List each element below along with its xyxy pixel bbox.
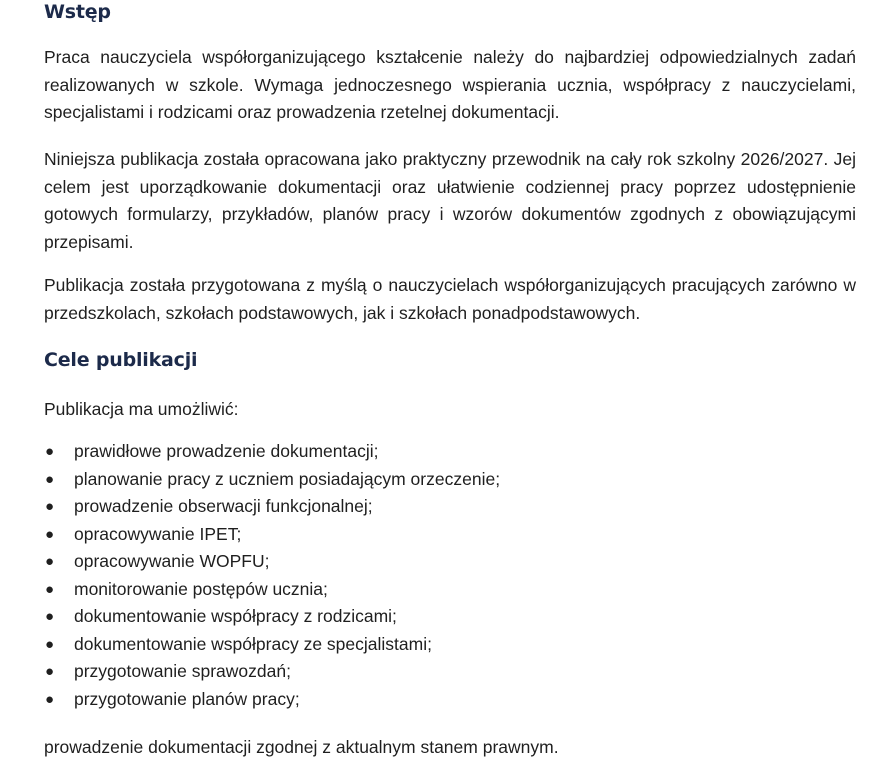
list-item <box>44 438 856 466</box>
list-item-text: przygotowanie sprawozdań; <box>74 661 291 681</box>
list-item <box>44 466 856 494</box>
list-item <box>44 576 856 604</box>
list-item-text: monitorowanie postępów ucznia; <box>74 578 328 599</box>
list-item <box>44 631 856 659</box>
list-item-text: prawidłowe prowadzenie dokumentacji; <box>74 441 379 461</box>
list-item-text: opracowywanie IPET; <box>74 523 242 544</box>
bullet-icon: ● <box>45 470 55 488</box>
list-item <box>44 548 856 576</box>
bullet-icon: ● <box>45 525 55 543</box>
intro-paragraph-2: Niniejsza publikacja została opracowana jako praktyczny przewodnik na cały rok szkolny 2026/2027. Jej celem jest uporządkowanie dokumentacji oraz ułatwienie codziennej pracy poprzez udostępnienie gotowych formularzy, przykładów, planów pracy i wzorów dokumentów zgodnych z obowiązującymi przepisami. <box>44 149 856 252</box>
list-item-text: prowadzenie obserwacji funkcjonalnej; <box>74 496 373 516</box>
goals-list <box>44 438 856 713</box>
bullet-icon: ● <box>45 443 55 460</box>
bullet-icon: ● <box>45 663 55 680</box>
bullet-icon: ● <box>45 553 55 570</box>
list-item <box>44 603 856 631</box>
list-item-text: dokumentowanie współpracy ze specjalistami; <box>74 633 432 654</box>
bullet-icon: ● <box>45 635 55 653</box>
list-item-text: planowanie pracy z uczniem posiadającym orzeczenie; <box>74 468 501 489</box>
list-item-text: dokumentowanie współpracy z rodzicami; <box>74 606 397 626</box>
list-item <box>44 658 856 686</box>
bullet-icon: ● <box>45 498 55 515</box>
list-item-text: przygotowanie planów pracy; <box>74 688 300 709</box>
goals-closing-text: prowadzenie dokumentacji zgodnej z aktualnym stanem prawnym. <box>44 737 559 757</box>
goals-lead-text: Publikacja ma umożliwić: <box>44 399 239 419</box>
list-item <box>44 686 856 714</box>
section-heading-intro: Wstęp <box>44 1 111 23</box>
intro-paragraph-3: Publikacja została przygotowana z myślą o nauczycielach współorganizujących pracujących zarówno w przedszkolach, szkołach podstawowych, jak i szkołach ponadpodstawowych. <box>44 275 856 323</box>
bullet-icon: ● <box>45 608 55 625</box>
bullet-icon: ● <box>45 690 55 708</box>
intro-paragraph-1: Praca nauczyciela współorganizującego kształcenie należy do najbardziej odpowiedzialnych zadań realizowanych w szkole. Wymaga jednoczesnego wspierania ucznia, współpracy z nauczycielami, specjalistami i rodzicami oraz prowadzenia rzetelnej dokumentacji. <box>44 47 856 122</box>
list-item <box>44 493 856 521</box>
list-item <box>44 521 856 549</box>
section-heading-goals: Cele publikacji <box>44 349 198 371</box>
list-item-text: opracowywanie WOPFU; <box>74 551 270 571</box>
bullet-icon: ● <box>45 580 55 598</box>
